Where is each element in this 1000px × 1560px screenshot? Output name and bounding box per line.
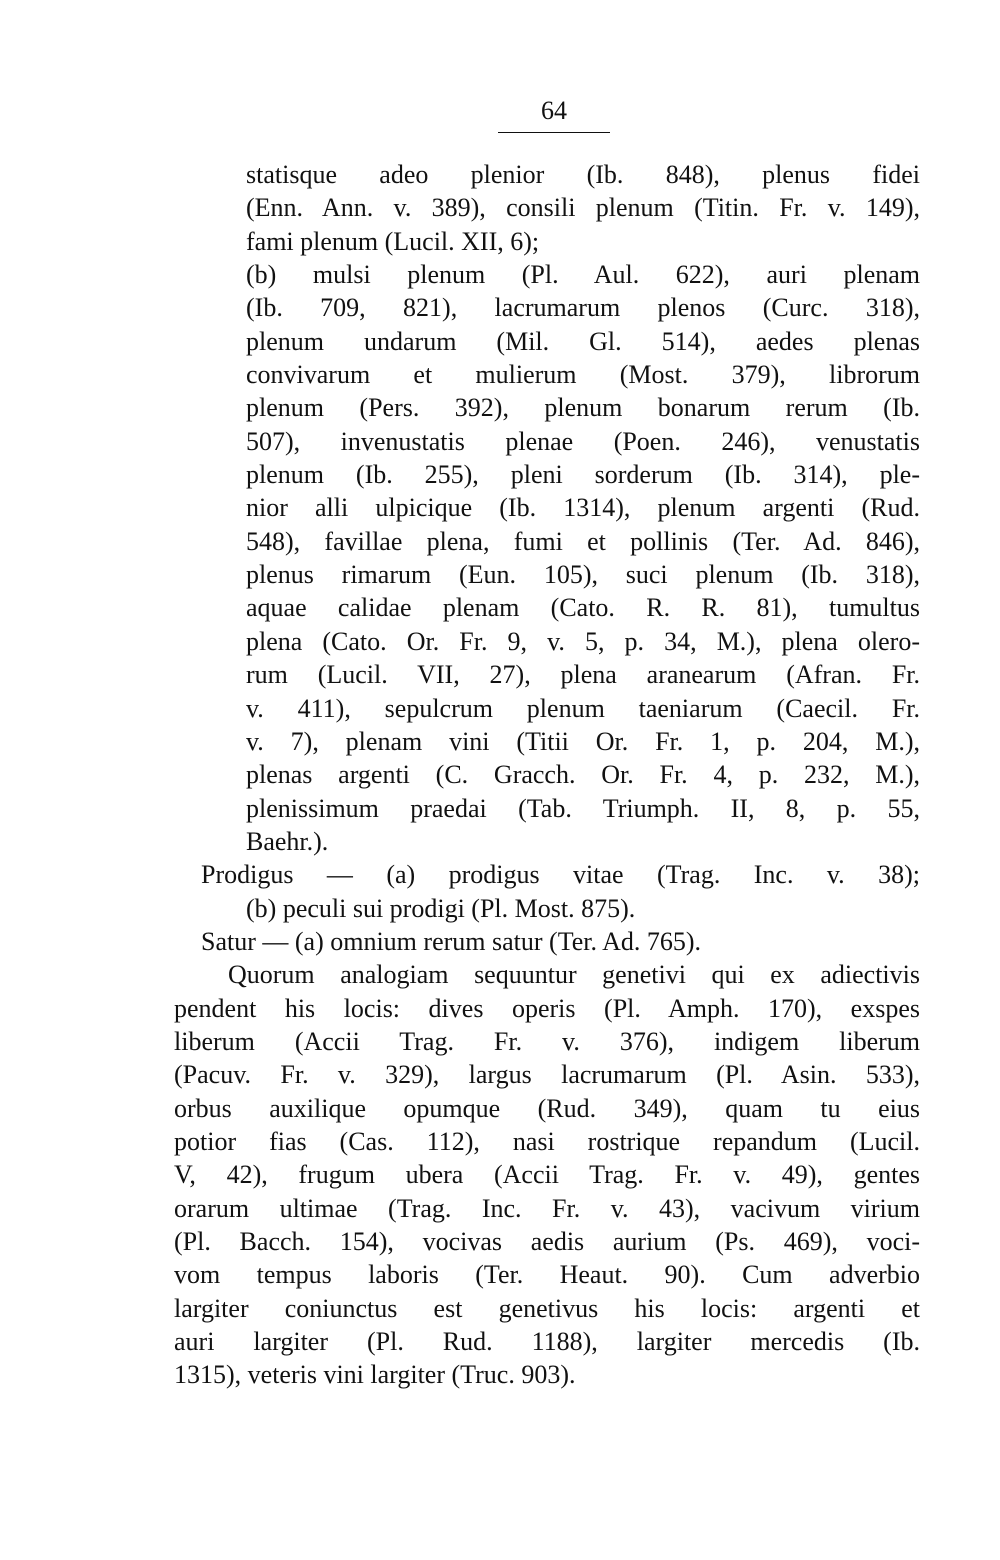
- text-line: plenissimum praedai (Tab. Triumph. II, 8, p. 55,: [246, 793, 920, 823]
- text-line: plenas argenti (C. Gracch. Or. Fr. 4, p. 232, M.),: [246, 760, 920, 790]
- text-line: convivarum et mulierum (Most. 379), librorum: [246, 360, 920, 390]
- text-line: v. 7), plenam vini (Titii Or. Fr. 1, p. 204, M.),: [246, 726, 920, 756]
- text-line: potior fias (Cas. 112), nasi rostrique repandum (Lucil.: [174, 1126, 920, 1156]
- text-line: aquae calidae plenam (Cato. R. R. 81), tumultus: [246, 593, 920, 623]
- text-line: statisque adeo plenior (Ib. 848), plenus fidei: [246, 160, 920, 189]
- text-line: Prodigus — (a) prodigus vitae (Trag. Inc. v. 38);: [201, 860, 920, 890]
- text-line: Quorum analogiam sequuntur genetivi qui ex adiectivis: [228, 960, 920, 990]
- text-line: plenus rimarum (Eun. 105), suci plenum (Ib. 318),: [246, 560, 920, 590]
- text-line: pendent his locis: dives operis (Pl. Amph. 170), exspes: [174, 993, 920, 1023]
- text-line: (Pl. Bacch. 154), vocivas aedis aurium (Ps. 469), voci-: [174, 1227, 920, 1256]
- text-line: 548), favillae plena, fumi et pollinis (Ter. Ad. 846),: [246, 526, 920, 556]
- text-line: plenum (Ib. 255), pleni sorderum (Ib. 314), ple-: [246, 460, 920, 490]
- text-line: largiter coniunctus est genetivus his locis: argenti et: [174, 1293, 920, 1323]
- text-line: vom tempus laboris (Ter. Heaut. 90). Cum adverbio: [174, 1260, 920, 1290]
- text-line: rum (Lucil. VII, 27), plena aranearum (Afran. Fr.: [246, 660, 920, 690]
- text-line: plenum undarum (Mil. Gl. 514), aedes plenas: [246, 326, 920, 356]
- text-line: plenum (Pers. 392), plenum bonarum rerum (Ib.: [246, 393, 920, 423]
- text-line: 507), invenustatis plenae (Poen. 246), venustatis: [246, 426, 920, 456]
- text-line: (Enn. Ann. v. 389), consili plenum (Titin. Fr. v. 149),: [246, 193, 920, 223]
- text-line: orarum ultimae (Trag. Inc. Fr. v. 43), vacivum virium: [174, 1193, 920, 1223]
- text-line: (b) mulsi plenum (Pl. Aul. 622), auri plenam: [246, 260, 920, 290]
- text-line: plena (Cato. Or. Fr. 9, v. 5, p. 34, M.), plena olero-: [246, 626, 920, 656]
- text-line: (Pacuv. Fr. v. 329), largus lacrumarum (Pl. Asin. 533),: [174, 1060, 920, 1090]
- text-line: liberum (Accii Trag. Fr. v. 376), indigem liberum: [174, 1026, 920, 1056]
- text-line: fami plenum (Lucil. XII, 6);: [246, 226, 540, 256]
- text-line: (b) peculi sui prodigi (Pl. Most. 875).: [246, 893, 636, 923]
- page-number: 64: [498, 96, 610, 133]
- text-line: auri largiter (Pl. Rud. 1188), largiter mercedis (Ib.: [174, 1327, 920, 1357]
- text-line: V, 42), frugum ubera (Accii Trag. Fr. v. 49), gentes: [174, 1160, 920, 1190]
- text-line: (Ib. 709, 821), lacrumarum plenos (Curc. 318),: [246, 293, 920, 323]
- text-line: 1315), veteris vini largiter (Truc. 903).: [174, 1360, 576, 1390]
- text-body: [0, 158, 1000, 1392]
- text-line: v. 411), sepulcrum plenum taeniarum (Caecil. Fr.: [246, 693, 920, 723]
- text-line: Baehr.).: [246, 826, 329, 856]
- text-line: Satur — (a) omnium rerum satur (Ter. Ad. 765).: [201, 926, 702, 956]
- text-line: nior alli ulpicique (Ib. 1314), plenum argenti (Rud.: [246, 493, 920, 523]
- text-line: orbus auxilique opumque (Rud. 349), quam tu eius: [174, 1093, 920, 1123]
